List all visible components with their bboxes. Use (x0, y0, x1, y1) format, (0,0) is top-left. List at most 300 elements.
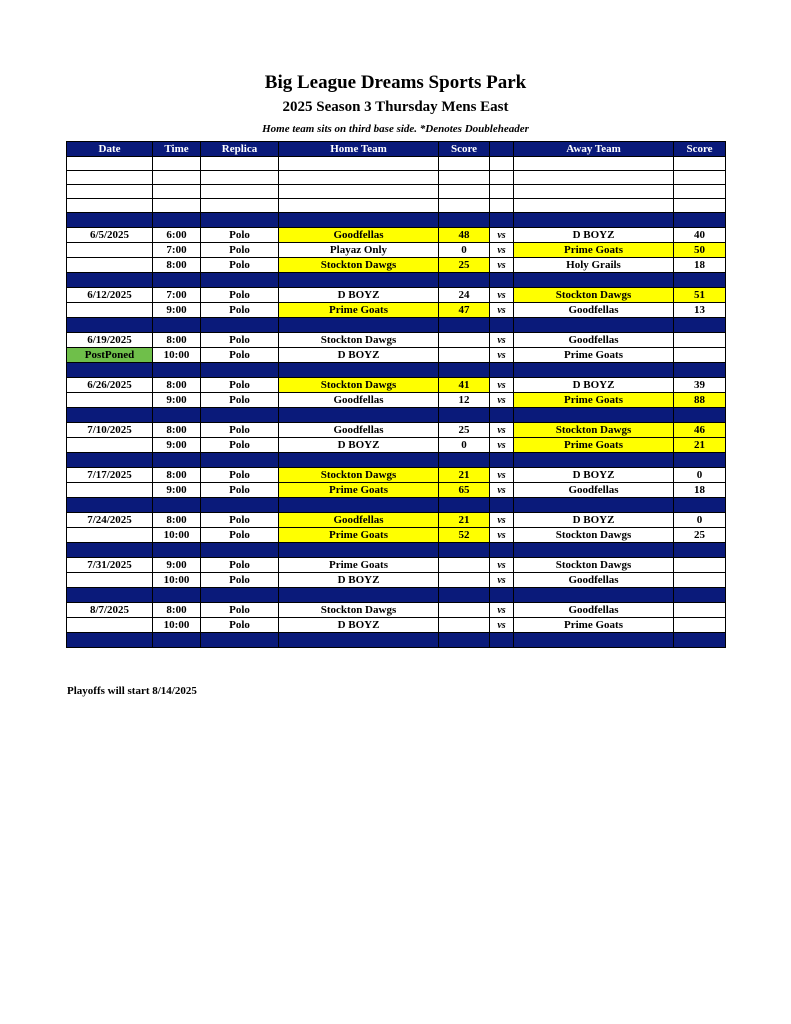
game-field: Polo (201, 513, 279, 528)
home-score: 25 (439, 423, 490, 438)
home-score: 21 (439, 468, 490, 483)
away-score: 51 (674, 288, 726, 303)
week-separator (67, 543, 726, 558)
game-time: 10:00 (153, 528, 201, 543)
column-header-date: Date (67, 142, 153, 157)
game-time: 7:00 (153, 288, 201, 303)
blank-row-cell (439, 171, 490, 185)
table-row (67, 603, 726, 618)
vs-label: vs (490, 618, 514, 633)
game-date (67, 618, 153, 633)
game-time: 8:00 (153, 258, 201, 273)
home-team: Prime Goats (279, 483, 439, 498)
blank-row-cell (201, 171, 279, 185)
home-team: Stockton Dawgs (279, 468, 439, 483)
week-separator (67, 408, 726, 423)
game-field: Polo (201, 258, 279, 273)
away-team: Goodfellas (514, 333, 674, 348)
game-time: 9:00 (153, 483, 201, 498)
week-separator-cell (279, 543, 439, 558)
home-team: Stockton Dawgs (279, 258, 439, 273)
week-separator-cell (153, 318, 201, 333)
table-row (67, 303, 726, 318)
week-separator-cell (67, 318, 153, 333)
column-header-home-team: Home Team (279, 142, 439, 157)
week-separator-cell (674, 498, 726, 513)
home-team: Goodfellas (279, 513, 439, 528)
blank-row-cell (279, 185, 439, 199)
week-separator-cell (279, 363, 439, 378)
week-separator-cell (439, 213, 490, 228)
blank-row-cell (67, 185, 153, 199)
game-date: 6/12/2025 (67, 288, 153, 303)
table-row (67, 288, 726, 303)
week-separator-cell (490, 273, 514, 288)
game-date: 7/24/2025 (67, 513, 153, 528)
away-team: Prime Goats (514, 618, 674, 633)
blank-row-cell (674, 199, 726, 213)
home-score (439, 558, 490, 573)
game-field: Polo (201, 558, 279, 573)
week-separator-cell (674, 318, 726, 333)
game-date: 8/7/2025 (67, 603, 153, 618)
week-separator-cell (514, 633, 674, 648)
home-team: Stockton Dawgs (279, 333, 439, 348)
week-separator-cell (439, 453, 490, 468)
blank-row-cell (674, 185, 726, 199)
schedule-body (67, 157, 726, 648)
away-score (674, 618, 726, 633)
blank-row-cell (490, 157, 514, 171)
vs-label: vs (490, 258, 514, 273)
game-time: 10:00 (153, 573, 201, 588)
table-row (67, 513, 726, 528)
away-score: 46 (674, 423, 726, 438)
table-row (67, 393, 726, 408)
week-separator-cell (67, 363, 153, 378)
column-header-time: Time (153, 142, 201, 157)
week-separator-cell (514, 408, 674, 423)
game-time: 8:00 (153, 423, 201, 438)
away-team: Prime Goats (514, 243, 674, 258)
game-time: 8:00 (153, 378, 201, 393)
vs-label: vs (490, 228, 514, 243)
week-separator-cell (201, 273, 279, 288)
game-time: 8:00 (153, 333, 201, 348)
week-separator-cell (201, 498, 279, 513)
away-score: 18 (674, 483, 726, 498)
blank-row (67, 157, 726, 171)
away-team: Goodfellas (514, 303, 674, 318)
week-separator-cell (674, 213, 726, 228)
blank-row-cell (514, 199, 674, 213)
blank-row-cell (67, 171, 153, 185)
game-time: 6:00 (153, 228, 201, 243)
week-separator-cell (279, 318, 439, 333)
game-field: Polo (201, 603, 279, 618)
away-score: 88 (674, 393, 726, 408)
home-score (439, 333, 490, 348)
week-separator-cell (490, 453, 514, 468)
week-separator-cell (490, 213, 514, 228)
blank-row-cell (279, 199, 439, 213)
week-separator-cell (67, 273, 153, 288)
blank-row-cell (153, 185, 201, 199)
game-field: Polo (201, 393, 279, 408)
blank-row-cell (201, 157, 279, 171)
week-separator-cell (490, 588, 514, 603)
away-score: 13 (674, 303, 726, 318)
vs-label: vs (490, 573, 514, 588)
week-separator-cell (439, 318, 490, 333)
blank-row-cell (490, 185, 514, 199)
week-separator-cell (439, 633, 490, 648)
week-separator-cell (514, 498, 674, 513)
week-separator-cell (439, 588, 490, 603)
blank-row-cell (490, 171, 514, 185)
home-team: Goodfellas (279, 228, 439, 243)
game-time: 8:00 (153, 468, 201, 483)
game-field: Polo (201, 333, 279, 348)
away-team: Prime Goats (514, 348, 674, 363)
vs-label: vs (490, 288, 514, 303)
table-row (67, 573, 726, 588)
week-separator-cell (153, 213, 201, 228)
game-field: Polo (201, 303, 279, 318)
week-separator-cell (201, 408, 279, 423)
blank-row (67, 171, 726, 185)
week-separator-cell (201, 213, 279, 228)
column-header-away-score: Score (674, 142, 726, 157)
week-separator-cell (490, 318, 514, 333)
week-separator-cell (674, 633, 726, 648)
away-score: 0 (674, 513, 726, 528)
game-time: 8:00 (153, 513, 201, 528)
game-date: 7/10/2025 (67, 423, 153, 438)
column-header-away-team: Away Team (514, 142, 674, 157)
week-separator-cell (490, 363, 514, 378)
game-time: 9:00 (153, 303, 201, 318)
week-separator-cell (514, 543, 674, 558)
home-team: D BOYZ (279, 438, 439, 453)
table-row (67, 333, 726, 348)
blank-row-cell (490, 199, 514, 213)
away-score: 50 (674, 243, 726, 258)
game-date (67, 438, 153, 453)
game-date: 6/5/2025 (67, 228, 153, 243)
away-team: Prime Goats (514, 438, 674, 453)
game-date (67, 303, 153, 318)
week-separator-cell (514, 363, 674, 378)
game-date (67, 243, 153, 258)
table-row (67, 438, 726, 453)
away-score: 18 (674, 258, 726, 273)
week-separator-cell (674, 543, 726, 558)
week-separator (67, 498, 726, 513)
home-score: 41 (439, 378, 490, 393)
week-separator-cell (674, 408, 726, 423)
vs-label: vs (490, 333, 514, 348)
vs-label: vs (490, 393, 514, 408)
week-separator-cell (439, 498, 490, 513)
game-date (67, 528, 153, 543)
blank-row-cell (279, 171, 439, 185)
week-separator-cell (279, 453, 439, 468)
vs-label: vs (490, 348, 514, 363)
schedule-note: Home team sits on third base side. *Denotes Doubleheader (262, 123, 529, 135)
vs-label: vs (490, 243, 514, 258)
home-team: Stockton Dawgs (279, 603, 439, 618)
page-title: Big League Dreams Sports Park (264, 72, 527, 93)
week-separator-cell (201, 363, 279, 378)
game-field: Polo (201, 423, 279, 438)
week-separator-cell (201, 453, 279, 468)
week-separator-cell (67, 633, 153, 648)
column-header-vs (490, 142, 514, 157)
week-separator-cell (201, 318, 279, 333)
vs-label: vs (490, 468, 514, 483)
blank-row-cell (514, 171, 674, 185)
week-separator-cell (674, 273, 726, 288)
game-time: 10:00 (153, 618, 201, 633)
week-separator-cell (153, 498, 201, 513)
home-score (439, 573, 490, 588)
away-team: Stockton Dawgs (514, 528, 674, 543)
table-row (67, 558, 726, 573)
game-date (67, 483, 153, 498)
game-date (67, 573, 153, 588)
week-separator-cell (67, 213, 153, 228)
week-separator (67, 213, 726, 228)
game-date: PostPoned (67, 348, 153, 363)
game-date: 6/19/2025 (67, 333, 153, 348)
blank-row-cell (201, 199, 279, 213)
home-team: Playaz Only (279, 243, 439, 258)
game-field: Polo (201, 228, 279, 243)
home-score: 12 (439, 393, 490, 408)
blank-row-cell (279, 157, 439, 171)
away-team: Stockton Dawgs (514, 558, 674, 573)
away-score (674, 603, 726, 618)
home-score: 24 (439, 288, 490, 303)
home-score (439, 348, 490, 363)
away-score: 25 (674, 528, 726, 543)
week-separator-cell (279, 213, 439, 228)
game-time: 9:00 (153, 438, 201, 453)
schedule-table (66, 141, 726, 648)
vs-label: vs (490, 513, 514, 528)
week-separator-cell (153, 588, 201, 603)
home-score: 0 (439, 438, 490, 453)
week-separator-cell (490, 408, 514, 423)
week-separator (67, 318, 726, 333)
game-time: 9:00 (153, 558, 201, 573)
game-time: 8:00 (153, 603, 201, 618)
game-field: Polo (201, 378, 279, 393)
home-score: 65 (439, 483, 490, 498)
table-row (67, 258, 726, 273)
game-date (67, 393, 153, 408)
away-score (674, 333, 726, 348)
away-score (674, 558, 726, 573)
game-field: Polo (201, 618, 279, 633)
week-separator-cell (201, 588, 279, 603)
week-separator-cell (439, 363, 490, 378)
away-team: Holy Grails (514, 258, 674, 273)
week-separator-cell (279, 633, 439, 648)
vs-label: vs (490, 483, 514, 498)
away-score (674, 573, 726, 588)
home-score: 48 (439, 228, 490, 243)
week-separator-cell (153, 633, 201, 648)
column-header-replica: Replica (201, 142, 279, 157)
table-row (67, 378, 726, 393)
game-date: 6/26/2025 (67, 378, 153, 393)
home-team: Prime Goats (279, 303, 439, 318)
week-separator-cell (67, 453, 153, 468)
away-team: D BOYZ (514, 378, 674, 393)
week-separator-cell (439, 273, 490, 288)
away-score: 39 (674, 378, 726, 393)
game-date: 7/31/2025 (67, 558, 153, 573)
week-separator-cell (279, 588, 439, 603)
game-field: Polo (201, 573, 279, 588)
week-separator-cell (279, 498, 439, 513)
game-date (67, 258, 153, 273)
away-team: D BOYZ (514, 468, 674, 483)
blank-row (67, 185, 726, 199)
game-field: Polo (201, 243, 279, 258)
blank-row-cell (439, 199, 490, 213)
away-team: Stockton Dawgs (514, 288, 674, 303)
blank-row-cell (153, 171, 201, 185)
week-separator (67, 588, 726, 603)
blank-row-cell (439, 185, 490, 199)
away-team: D BOYZ (514, 513, 674, 528)
away-score: 40 (674, 228, 726, 243)
table-row (67, 423, 726, 438)
blank-row-cell (153, 199, 201, 213)
home-team: Goodfellas (279, 423, 439, 438)
vs-label: vs (490, 378, 514, 393)
home-team: Prime Goats (279, 558, 439, 573)
week-separator-cell (67, 588, 153, 603)
vs-label: vs (490, 303, 514, 318)
away-team: Goodfellas (514, 573, 674, 588)
week-separator-cell (439, 408, 490, 423)
vs-label: vs (490, 423, 514, 438)
blank-row-cell (674, 157, 726, 171)
week-separator-cell (201, 543, 279, 558)
vs-label: vs (490, 603, 514, 618)
home-team: D BOYZ (279, 618, 439, 633)
away-team: Stockton Dawgs (514, 423, 674, 438)
blank-row-cell (67, 157, 153, 171)
week-separator-cell (153, 453, 201, 468)
week-separator-cell (514, 213, 674, 228)
game-field: Polo (201, 468, 279, 483)
table-row (67, 483, 726, 498)
home-score (439, 603, 490, 618)
game-field: Polo (201, 438, 279, 453)
week-separator-cell (514, 588, 674, 603)
week-separator-cell (153, 363, 201, 378)
home-score: 0 (439, 243, 490, 258)
week-separator (67, 273, 726, 288)
game-time: 10:00 (153, 348, 201, 363)
table-row (67, 528, 726, 543)
week-separator-cell (153, 273, 201, 288)
week-separator-cell (674, 453, 726, 468)
home-score: 47 (439, 303, 490, 318)
vs-label: vs (490, 558, 514, 573)
away-team: Goodfellas (514, 603, 674, 618)
week-separator-cell (67, 543, 153, 558)
week-separator-cell (201, 633, 279, 648)
blank-row-cell (674, 171, 726, 185)
week-separator-cell (490, 543, 514, 558)
column-header-home-score: Score (439, 142, 490, 157)
blank-row-cell (514, 157, 674, 171)
home-team: Prime Goats (279, 528, 439, 543)
week-separator-cell (514, 273, 674, 288)
home-score (439, 618, 490, 633)
playoffs-note: Playoffs will start 8/14/2025 (67, 685, 197, 697)
week-separator-cell (514, 318, 674, 333)
week-separator-cell (490, 498, 514, 513)
game-time: 9:00 (153, 393, 201, 408)
table-row (67, 243, 726, 258)
week-separator-cell (674, 588, 726, 603)
vs-label: vs (490, 528, 514, 543)
away-score (674, 348, 726, 363)
week-separator (67, 363, 726, 378)
home-team: Goodfellas (279, 393, 439, 408)
game-field: Polo (201, 528, 279, 543)
away-team: Goodfellas (514, 483, 674, 498)
blank-row-cell (153, 157, 201, 171)
week-separator-cell (279, 408, 439, 423)
week-separator-cell (439, 543, 490, 558)
home-score: 52 (439, 528, 490, 543)
game-field: Polo (201, 483, 279, 498)
week-separator (67, 453, 726, 468)
table-header-row (67, 142, 726, 157)
blank-row-cell (514, 185, 674, 199)
home-score: 21 (439, 513, 490, 528)
game-field: Polo (201, 348, 279, 363)
table-row (67, 348, 726, 363)
away-score: 0 (674, 468, 726, 483)
week-separator-cell (67, 408, 153, 423)
page-subtitle: 2025 Season 3 Thursday Mens East (282, 99, 509, 115)
week-separator-cell (514, 453, 674, 468)
home-team: D BOYZ (279, 573, 439, 588)
table-row (67, 228, 726, 243)
away-team: D BOYZ (514, 228, 674, 243)
week-separator-cell (490, 633, 514, 648)
week-separator-cell (279, 273, 439, 288)
table-row (67, 618, 726, 633)
game-field: Polo (201, 288, 279, 303)
away-score: 21 (674, 438, 726, 453)
game-date: 7/17/2025 (67, 468, 153, 483)
week-separator-cell (153, 543, 201, 558)
game-time: 7:00 (153, 243, 201, 258)
week-separator (67, 633, 726, 648)
week-separator-cell (67, 498, 153, 513)
blank-row-cell (201, 185, 279, 199)
